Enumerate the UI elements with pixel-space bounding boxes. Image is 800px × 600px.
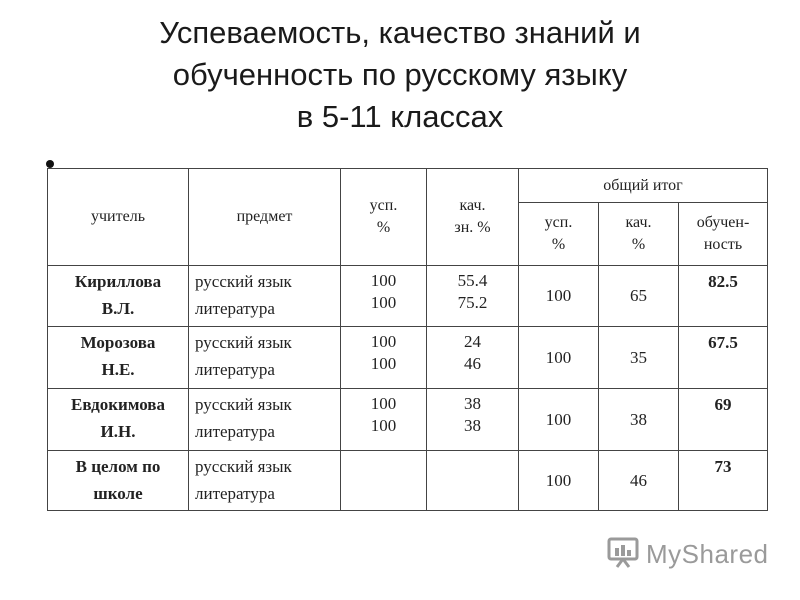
cell-subject: русский язык литература: [189, 389, 341, 451]
cell-kach: 38 38: [427, 389, 519, 451]
cell-total-kach: 46: [599, 451, 679, 511]
title-line-2: обученность по русскому языку: [172, 57, 628, 92]
cell-total-kach: 35: [599, 327, 679, 389]
cell-usp: [341, 451, 427, 511]
header-total-obuch: обучен- ность: [679, 203, 768, 266]
cell-total-kach: 65: [599, 266, 679, 327]
table-row: [48, 389, 768, 451]
title-line-3: в 5-11 классах: [296, 99, 504, 134]
presentation-board-icon: [606, 535, 640, 574]
bullet-point: [46, 160, 54, 168]
cell-total-usp: 100: [519, 389, 599, 451]
header-total-group: общий итог: [519, 169, 768, 203]
title-line-1: Успеваемость, качество знаний и: [159, 15, 641, 50]
cell-subject: русский язык литература: [189, 266, 341, 327]
header-total-kach: кач. %: [599, 203, 679, 266]
results-table: [47, 168, 768, 511]
header-subject: предмет: [189, 169, 341, 266]
table-row: [48, 327, 768, 389]
cell-total-obuch: 69: [679, 389, 768, 451]
cell-total-obuch: 73: [679, 451, 768, 511]
cell-usp: 100 100: [341, 266, 427, 327]
cell-teacher: В целом по школе: [48, 451, 189, 511]
cell-subject: русский язык литература: [189, 327, 341, 389]
cell-total-usp: 100: [519, 266, 599, 327]
cell-total-usp: 100: [519, 327, 599, 389]
myshared-watermark: [606, 536, 769, 572]
cell-kach: [427, 451, 519, 511]
header-usp: усп. %: [341, 169, 427, 266]
cell-teacher: Кириллова В.Л.: [48, 266, 189, 327]
header-teacher: учитель: [48, 169, 189, 266]
cell-kach: 24 46: [427, 327, 519, 389]
header-total-usp: усп. %: [519, 203, 599, 266]
page-title: [0, 12, 800, 138]
cell-teacher: Морозова Н.Е.: [48, 327, 189, 389]
cell-subject: русский язык литература: [189, 451, 341, 511]
cell-total-kach: 38: [599, 389, 679, 451]
cell-usp: 100 100: [341, 327, 427, 389]
cell-kach: 55.4 75.2: [427, 266, 519, 327]
cell-teacher: Евдокимова И.Н.: [48, 389, 189, 451]
cell-total-obuch: 67.5: [679, 327, 768, 389]
header-kach: кач. зн. %: [427, 169, 519, 266]
cell-total-obuch: 82.5: [679, 266, 768, 327]
table-row: [48, 451, 768, 511]
table-row: [48, 266, 768, 327]
watermark-text: MyShared: [646, 538, 769, 569]
cell-total-usp: 100: [519, 451, 599, 511]
cell-usp: 100 100: [341, 389, 427, 451]
